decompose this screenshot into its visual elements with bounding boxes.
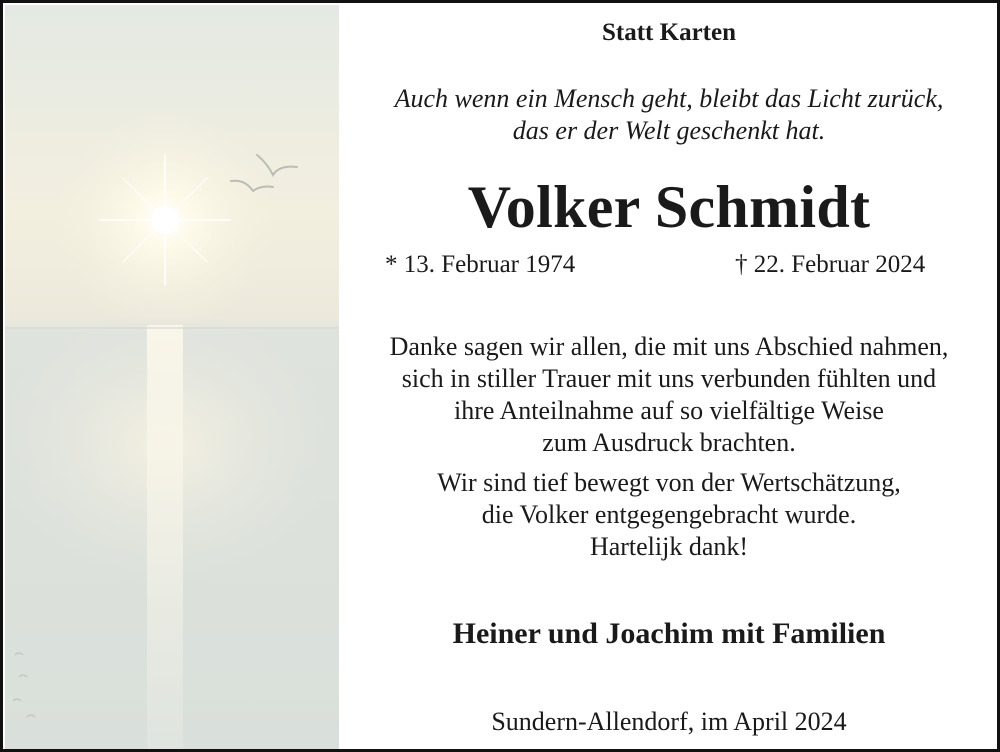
quote-line: das er der Welt geschenkt hat. (512, 116, 826, 145)
death-date: † 22. Februar 2024 (735, 251, 926, 278)
notice-text-panel (341, 3, 997, 751)
life-dates (341, 251, 997, 281)
sunset-sea-image (5, 5, 339, 749)
birth-date: * 13. Februar 1974 (385, 251, 576, 278)
quote-line: Auch wenn ein Mensch geht, bleibt das Licht zurück, (394, 84, 944, 113)
thanks-line: Hartelijk dank! (589, 532, 749, 561)
thanks-message (341, 331, 997, 563)
place-and-date: Sundern-Allendorf, im April 2024 (491, 707, 847, 736)
deceased-name: Volker Schmidt (467, 174, 871, 240)
family-signature: Heiner und Joachim mit Familien (452, 617, 886, 650)
thanks-line: Wir sind tief bewegt von der Wertschätzung, (437, 468, 901, 497)
memorial-quote (341, 83, 997, 147)
thanks-line: ihre Anteilnahme auf so vielfältige Weise (454, 396, 884, 425)
sunset-sea-photo (5, 5, 339, 749)
thanks-line: zum Ausdruck brachten. (542, 428, 796, 457)
thanks-line: die Volker entgegengebracht wurde. (481, 500, 857, 529)
paragraph-gap (341, 459, 997, 467)
thanks-line: Danke sagen wir allen, die mit uns Abschied nahmen, (389, 332, 949, 361)
thanks-line: sich in stiller Trauer mit uns verbunden fühlten und (401, 364, 937, 393)
notice-heading: Statt Karten (602, 19, 736, 46)
